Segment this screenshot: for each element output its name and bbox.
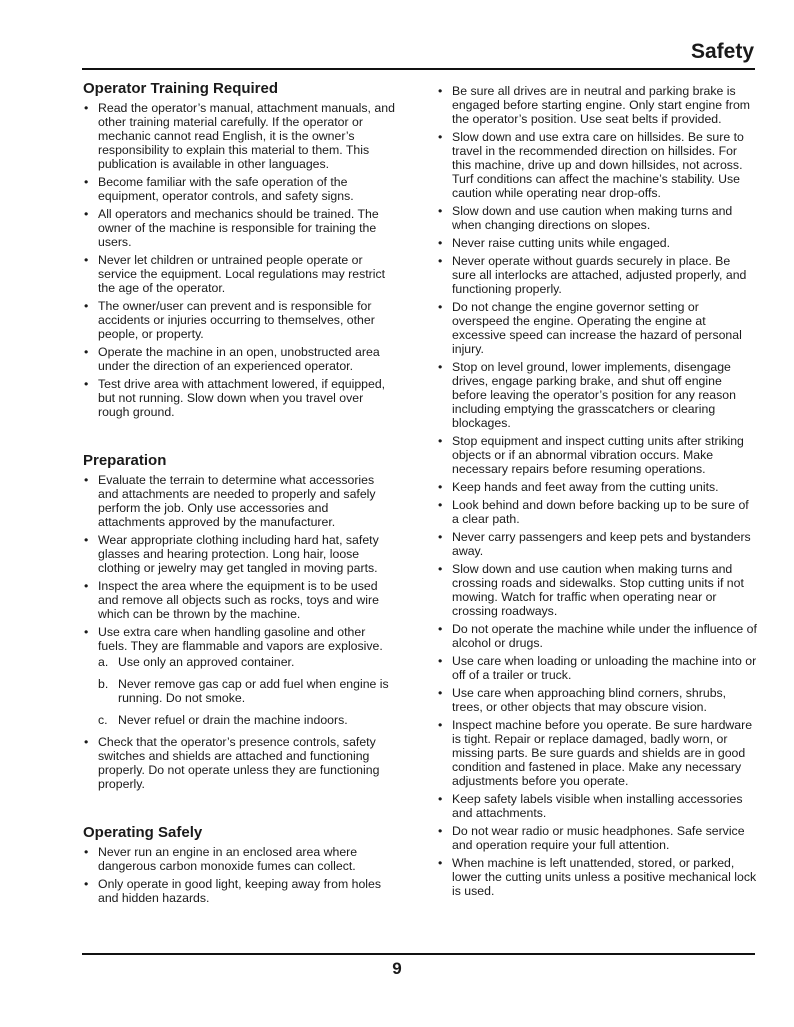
list-item: • Never run an engine in an enclosed area where dangerous carbon monoxide fumes can collect. xyxy=(84,845,358,873)
list-item: • Never carry passengers and keep pets and bystanders away. xyxy=(438,530,751,558)
right-column xyxy=(437,84,757,902)
preparation-list xyxy=(83,473,395,791)
page-number: 9 xyxy=(392,959,402,978)
list-item: • Use care when loading or unloading the machine into or off of a trailer or truck. xyxy=(438,654,757,682)
operating-safely-continued-list xyxy=(437,84,757,898)
section-operator-training xyxy=(83,80,395,419)
sub-list-item: c. Never refuel or drain the machine indoors. xyxy=(98,713,348,727)
list-item: • Check that the operator’s presence controls, safety switches and shields are attached and functioning properly. Do not operate unless they are functioning properly. xyxy=(84,735,380,791)
list-item: • Use care when approaching blind corners, shrubs, trees, or other objects that may obscure vision. xyxy=(438,686,727,714)
list-item: • Slow down and use caution when making turns and crossing roads and sidewalks. Stop cutting units if not mowing. Watch for traffic when operating near or crossing roadways. xyxy=(438,562,744,618)
list-item: • Never operate without guards securely in place. Be sure all interlocks are attached, adjusted properly, and functioning properly. xyxy=(438,254,747,296)
list-item: • Keep hands and feet away from the cutting units. xyxy=(438,480,719,494)
section-operating-safely xyxy=(83,824,395,905)
list-item: • Become familiar with the safe operation of the equipment, operator controls, and safety signs. xyxy=(84,175,354,203)
list-item: • All operators and mechanics should be trained. The owner of the machine is responsible for training the users. xyxy=(84,207,379,249)
list-item: • Wear appropriate clothing including hard hat, safety glasses and hearing protection. Long hair, loose clothing or jewelry may get tangled in moving parts. xyxy=(84,533,379,575)
section-heading-preparation: Preparation xyxy=(83,452,167,469)
list-item: • Do not wear radio or music headphones. Safe service and operation require your full attention. xyxy=(438,824,745,852)
list-item: • Never let children or untrained people operate or service the equipment. Local regulations may restrict the age of the operator. xyxy=(84,253,386,295)
fuel-sub-list xyxy=(98,655,395,727)
list-item: • Slow down and use caution when making turns and when changing directions on slopes. xyxy=(438,204,733,232)
list-item: • Read the operator’s manual, attachment manuals, and other training material carefully. If the operator or mechanic cannot read English, it is the owner’s responsibility to explain this material to them. This publication is available in other languages. xyxy=(84,101,395,171)
list-item: • The owner/user can prevent and is responsible for accidents or injuries occurring to themselves, other people, or property. xyxy=(84,299,375,341)
list-item: • Slow down and use extra care on hillsides. Be sure to travel in the recommended direction on hillsides. For this machine, drive up and down hillsides, not across. Turf conditions can affect the machine’s stability. Use caution while operating near drop-offs. xyxy=(438,130,744,200)
list-item: • Inspect the area where the equipment is to be used and remove all objects such as rocks, toys and wire which can be thrown by the machine. xyxy=(84,579,379,621)
list-item: • Stop on level ground, lower implements, disengage drives, engage parking brake, and shut off engine before leaving the operator’s position for any reason including emptying the grasscatchers or clearing blockages. xyxy=(438,360,736,430)
footer-rule xyxy=(82,953,755,955)
list-item: • Do not change the engine governor setting or overspeed the engine. Operating the engine at excessive speed can increase the hazard of personal injury. xyxy=(438,300,742,356)
list-item: • Look behind and down before backing up to be sure of a clear path. xyxy=(438,498,749,526)
page-title: Safety xyxy=(690,40,754,63)
left-column xyxy=(83,80,395,909)
list-item: • Only operate in good light, keeping away from holes and hidden hazards. xyxy=(84,877,381,905)
section-preparation xyxy=(83,452,395,791)
list-item: • Never raise cutting units while engaged. xyxy=(438,236,671,250)
list-item: • When machine is left unattended, stored, or parked, lower the cutting units unless a positive mechanical lock is used. xyxy=(438,856,757,898)
list-item: • Operate the machine in an open, unobstructed area under the direction of an experienced operator. xyxy=(84,345,380,373)
operator-training-list xyxy=(83,101,395,419)
operating-safely-list xyxy=(83,845,395,905)
list-item: • Keep safety labels visible when installing accessories and attachments. xyxy=(438,792,743,820)
list-item: • Stop equipment and inspect cutting units after striking objects or if an abnormal vibration occurs. Make necessary repairs before resuming operations. xyxy=(438,434,744,476)
header-rule xyxy=(82,68,755,70)
section-heading-operator-training: Operator Training Required xyxy=(83,80,279,97)
section-heading-operating-safely: Operating Safely xyxy=(83,824,203,841)
list-item: • Inspect machine before you operate. Be sure hardware is tight. Repair or replace damaged, badly worn, or missing parts. Be sure guards and shields are in good condition and fastened in place. Make any necessary adjustments before you operate. xyxy=(438,718,753,788)
list-item: • Use extra care when handling gasoline and other fuels. They are flammable and vapors are explosive. a. Use only an approved container. b. Never remove gas cap or add fuel when engine is running. Do not smoke. c. Never refuel or drain the machine indoors. xyxy=(83,625,395,727)
sub-list-item: a. Use only an approved container. xyxy=(98,655,295,669)
list-item: • Evaluate the terrain to determine what accessories and attachments are needed to properly and safely perform the job. Only use accessories and attachments approved by the manufacturer. xyxy=(84,473,376,529)
list-item: • Test drive area with attachment lowered, if equipped, but not running. Slow down when you travel over rough ground. xyxy=(84,377,386,419)
list-item: • Do not operate the machine while under the influence of alcohol or drugs. xyxy=(438,622,757,650)
sub-list-item: b. Never remove gas cap or add fuel when engine is running. Do not smoke. xyxy=(98,677,389,705)
list-item: • Be sure all drives are in neutral and parking brake is engaged before starting engine. Only start engine from the operator’s position. Use seat belts if provided. xyxy=(438,84,751,126)
